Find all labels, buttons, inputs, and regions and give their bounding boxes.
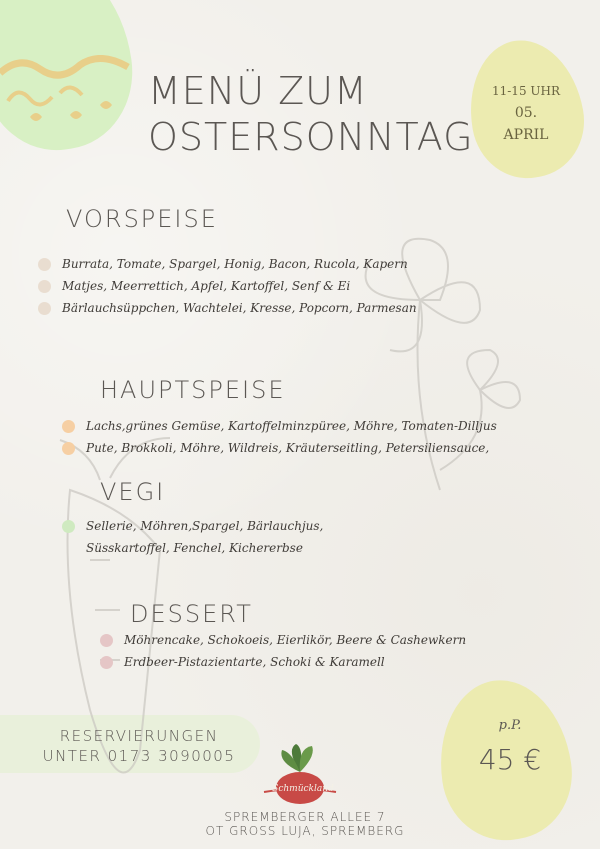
vorspeise-list xyxy=(38,253,417,319)
event-day: 05. xyxy=(514,105,538,121)
vegi-list xyxy=(62,515,323,559)
reservation-phone[interactable]: UNTER 0173 3090005 xyxy=(42,747,236,765)
list-item xyxy=(62,537,323,559)
list-item xyxy=(38,297,417,319)
item-text: Sellerie, Möhren,Spargel, Bärlauchjus, xyxy=(86,519,324,533)
list-item xyxy=(62,415,497,437)
logo-text: Schmückland xyxy=(272,784,334,794)
bullet-dot-icon xyxy=(38,280,51,293)
bullet-dot-icon xyxy=(38,258,51,271)
item-text: Matjes, Meerrettich, Apfel, Kartoffel, Senf & Ei xyxy=(62,279,351,293)
restaurant-logo xyxy=(262,742,338,806)
item-text: Pute, Brokkoli, Möhre, Wildreis, Kräuterseitling, Petersiliensauce, xyxy=(86,441,490,455)
section-title-vegi: VEGI xyxy=(100,478,166,506)
title-line-2: OSTERSONNTAG xyxy=(148,115,474,159)
item-text: Lachs,grünes Gemüse, Kartoffelminzpüree, Möhre, Tomaten-Dilljus xyxy=(86,419,497,433)
bullet-dot-icon xyxy=(62,442,75,455)
dessert-list xyxy=(100,629,466,673)
price-label: p.P. xyxy=(498,718,522,733)
event-month: APRIL xyxy=(503,127,549,143)
price-amount: 45 € xyxy=(478,743,542,776)
price-info xyxy=(470,718,550,776)
item-text: Burrata, Tomate, Spargel, Honig, Bacon, Rucola, Kapern xyxy=(62,257,408,271)
hauptspeise-list xyxy=(62,415,497,459)
egg-ornament-icon xyxy=(0,55,130,135)
address-street: SPREMBERGER ALLEE 7 xyxy=(224,810,386,824)
bullet-dot-icon xyxy=(100,656,113,669)
address xyxy=(180,810,430,838)
list-item xyxy=(38,275,417,297)
item-text: Süsskartoffel, Fenchel, Kichererbse xyxy=(86,541,303,555)
item-text: Möhrencake, Schokoeis, Eierlikör, Beere & Cashewkern xyxy=(124,633,467,647)
section-title-hauptspeise: HAUPTSPEISE xyxy=(100,376,286,404)
event-time: 11-15 UHR xyxy=(491,84,561,98)
list-item xyxy=(100,629,466,651)
title-line-1: MENÜ ZUM xyxy=(148,69,368,113)
list-item xyxy=(62,515,323,537)
section-title-vorspeise: VORSPEISE xyxy=(66,205,218,233)
item-text: Bärlauchsüppchen, Wachtelei, Kresse, Popcorn, Parmesan xyxy=(62,301,417,315)
list-item xyxy=(62,437,497,459)
reservation-info xyxy=(34,726,244,766)
bullet-dot-icon xyxy=(100,634,113,647)
item-text: Erdbeer-Pistazientarte, Schoki & Karamell xyxy=(124,655,385,669)
section-title-dessert: DESSERT xyxy=(130,600,253,628)
list-item xyxy=(38,253,417,275)
list-item xyxy=(100,651,466,673)
bullet-dot-icon xyxy=(62,520,75,533)
event-date-badge xyxy=(478,80,574,146)
address-city: OT GROSS LUJA, SPREMBERG xyxy=(205,824,405,838)
bullet-dot-icon xyxy=(38,302,51,315)
bullet-dot-icon xyxy=(62,420,75,433)
reservation-line-1: RESERVIERUNGEN xyxy=(59,727,219,745)
menu-title xyxy=(148,68,474,160)
